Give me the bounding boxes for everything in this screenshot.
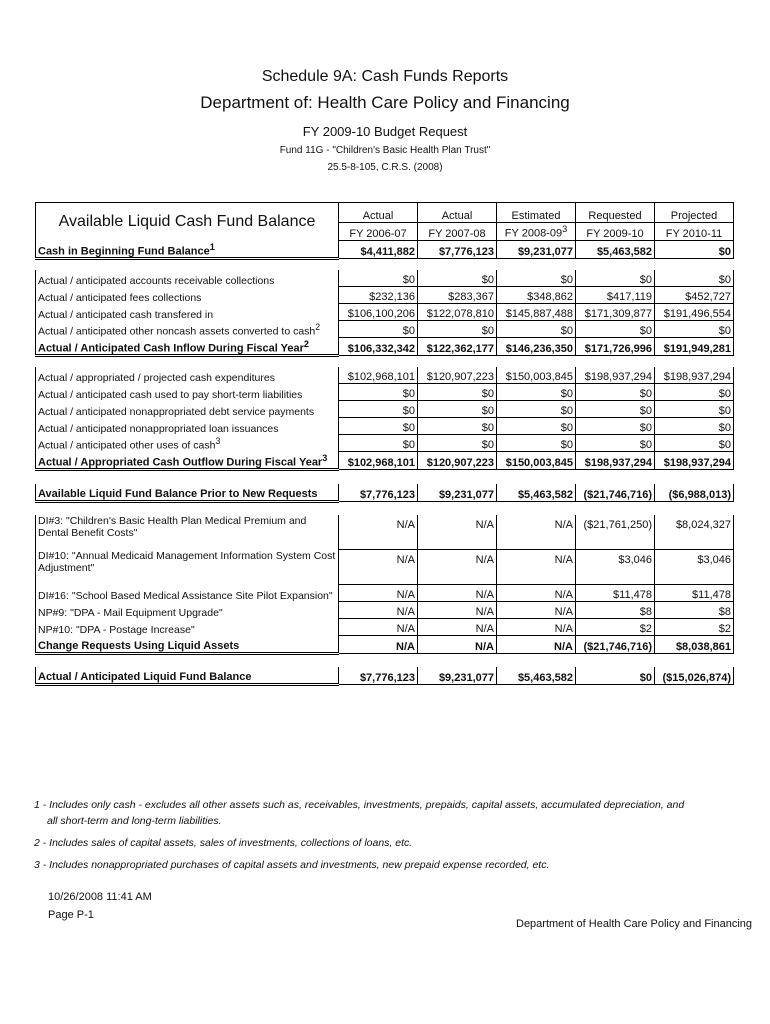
- cell-value: $0: [418, 384, 497, 401]
- spacer: [36, 259, 734, 271]
- spacer: [36, 653, 734, 667]
- cell-value: N/A: [339, 515, 418, 550]
- cell-value: ($21,746,716): [576, 484, 655, 502]
- cell-value: N/A: [418, 602, 497, 619]
- column-type: Actual: [418, 203, 497, 223]
- cell-value: $0: [418, 435, 497, 452]
- cell-value: $3,046: [576, 550, 655, 585]
- cell-value: $198,937,294: [655, 367, 734, 384]
- cell-value: N/A: [418, 636, 497, 654]
- cell-value: N/A: [418, 515, 497, 550]
- row-label: Actual / anticipated nonappropriated debt service payments: [36, 401, 339, 418]
- footnote-1-continued: all short-term and long-term liabilities.: [47, 815, 222, 827]
- fund-name: Fund 11G - "Children's Basic Health Plan Trust": [279, 145, 491, 156]
- row-label: Actual / anticipated cash used to pay short-term liabilities: [36, 384, 339, 401]
- table-title: Available Liquid Cash Fund Balance: [36, 203, 339, 241]
- table-row: [36, 418, 734, 435]
- cell-value: $0: [576, 270, 655, 287]
- table-row: [36, 241, 734, 259]
- cell-value: $8,038,861: [655, 636, 734, 654]
- cell-value: $0: [655, 435, 734, 452]
- cell-value: $0: [576, 401, 655, 418]
- cell-value: $0: [418, 418, 497, 435]
- cell-value: $7,776,123: [339, 667, 418, 685]
- cell-value: ($6,988,013): [655, 484, 734, 502]
- cell-value: N/A: [497, 585, 576, 602]
- table-row: [36, 384, 734, 401]
- spacer: [36, 501, 734, 515]
- row-label: Actual / anticipated fees collections: [36, 287, 339, 304]
- cell-value: $0: [655, 321, 734, 338]
- cell-value: $146,236,350: [497, 338, 576, 356]
- row-label: DI#10: "Annual Medicaid Management Information System Cost Adjustment": [36, 550, 339, 585]
- cell-value: $171,726,996: [576, 338, 655, 356]
- cell-value: $7,776,123: [339, 484, 418, 502]
- row-label: DI#3: "Children's Basic Health Plan Medical Premium and Dental Benefit Costs": [36, 515, 339, 550]
- cell-value: $106,332,342: [339, 338, 418, 356]
- table-row: [36, 304, 734, 321]
- cell-value: $0: [497, 321, 576, 338]
- cell-value: $171,309,877: [576, 304, 655, 321]
- row-label: Change Requests Using Liquid Assets: [36, 636, 339, 654]
- column-type: Requested: [576, 203, 655, 223]
- cell-value: $0: [339, 270, 418, 287]
- cell-value: $283,367: [418, 287, 497, 304]
- cell-value: $4,411,882: [339, 241, 418, 259]
- cell-value: $2: [655, 619, 734, 636]
- row-label: Available Liquid Fund Balance Prior to New Requests: [36, 484, 339, 502]
- cell-value: $122,362,177: [418, 338, 497, 356]
- spacer: [36, 470, 734, 484]
- cell-value: $102,968,101: [339, 367, 418, 384]
- cell-value: N/A: [497, 636, 576, 654]
- footnote-2: 2 - Includes sales of capital assets, sales of investments, collections of loans, etc.: [34, 837, 413, 849]
- column-year: FY 2009-10: [576, 223, 655, 241]
- cell-value: $198,937,294: [576, 367, 655, 384]
- cell-value: N/A: [497, 550, 576, 585]
- cell-value: $0: [418, 401, 497, 418]
- column-type: Estimated: [497, 203, 576, 223]
- row-label: Actual / anticipated cash transfered in: [36, 304, 339, 321]
- cell-value: $120,907,223: [418, 367, 497, 384]
- column-year: FY 2006-07: [339, 223, 418, 241]
- row-label: Actual / Anticipated Cash Inflow During Fiscal Year$^2$: [36, 338, 339, 356]
- row-label: NP#9: "DPA - Mail Equipment Upgrade": [36, 602, 339, 619]
- cell-value: $0: [339, 418, 418, 435]
- row-label: Actual / Appropriated Cash Outflow During Fiscal Year$^3$: [36, 452, 339, 470]
- column-type: Projected: [655, 203, 734, 223]
- cell-value: N/A: [418, 619, 497, 636]
- cell-value: $0: [655, 401, 734, 418]
- cell-value: N/A: [497, 602, 576, 619]
- table-row: [36, 338, 734, 356]
- table-row: [36, 401, 734, 418]
- cell-value: $11,478: [655, 585, 734, 602]
- cell-value: $102,968,101: [339, 452, 418, 470]
- cell-value: $191,496,554: [655, 304, 734, 321]
- cell-value: $0: [339, 384, 418, 401]
- table-row: [36, 367, 734, 384]
- cell-value: $0: [655, 418, 734, 435]
- row-label: Actual / anticipated other noncash assets converted to cash$^2$: [36, 321, 339, 338]
- cell-value: $8: [655, 602, 734, 619]
- cell-value: $0: [576, 384, 655, 401]
- row-label: NP#10: "DPA - Postage Increase": [36, 619, 339, 636]
- department-title: Department of: Health Care Policy and Financing: [200, 93, 570, 112]
- cell-value: $5,463,582: [497, 667, 576, 685]
- cell-value: $0: [655, 384, 734, 401]
- cell-value: $0: [339, 401, 418, 418]
- table-row: [36, 484, 734, 502]
- cell-value: $0: [655, 270, 734, 287]
- table-row: [36, 515, 734, 550]
- cell-value: ($21,746,716): [576, 636, 655, 654]
- cell-value: $0: [576, 667, 655, 685]
- cell-value: $106,100,206: [339, 304, 418, 321]
- table-row: [36, 435, 734, 452]
- cell-value: $0: [576, 418, 655, 435]
- cell-value: N/A: [339, 550, 418, 585]
- print-timestamp: 10/26/2008 11:41 AM: [48, 891, 152, 903]
- cell-value: $9,231,077: [418, 484, 497, 502]
- footnote-3: 3 - Includes nonappropriated purchases of capital assets and investments, new prepaid expense recorded, etc.: [34, 859, 550, 871]
- cell-value: $198,937,294: [576, 452, 655, 470]
- spacer: [36, 356, 734, 368]
- cell-value: N/A: [418, 550, 497, 585]
- cell-value: $8,024,327: [655, 515, 734, 550]
- cell-value: $348,862: [497, 287, 576, 304]
- cell-value: N/A: [339, 619, 418, 636]
- statute-reference: 25.5-8-105, C.R.S. (2008): [327, 162, 443, 173]
- cell-value: N/A: [497, 619, 576, 636]
- cell-value: $9,231,077: [497, 241, 576, 259]
- cell-value: $120,907,223: [418, 452, 497, 470]
- cell-value: N/A: [339, 602, 418, 619]
- footer-department: Department of Health Care Policy and Financing: [516, 918, 753, 930]
- row-label: Actual / appropriated / projected cash expenditures: [36, 367, 339, 384]
- cell-value: $0: [418, 270, 497, 287]
- table-row: [36, 619, 734, 636]
- table-row: [36, 452, 734, 470]
- cell-value: $452,727: [655, 287, 734, 304]
- table-row: [36, 602, 734, 619]
- cell-value: $0: [339, 321, 418, 338]
- budget-request-title: FY 2009-10 Budget Request: [302, 124, 468, 139]
- cell-value: $198,937,294: [655, 452, 734, 470]
- cell-value: $0: [497, 435, 576, 452]
- cell-value: $150,003,845: [497, 367, 576, 384]
- schedule-title: Schedule 9A: Cash Funds Reports: [261, 68, 509, 85]
- row-label: Actual / Anticipated Liquid Fund Balance: [36, 667, 339, 685]
- row-label: Actual / anticipated accounts receivable collections: [36, 270, 339, 287]
- column-year: FY $2008-09^3$: [497, 223, 576, 241]
- row-label: Cash in Beginning Fund Balance$^1$: [36, 241, 339, 259]
- cell-value: $0: [497, 401, 576, 418]
- cell-value: $0: [497, 384, 576, 401]
- cell-value: $191,949,281: [655, 338, 734, 356]
- cell-value: $5,463,582: [576, 241, 655, 259]
- table-row: [36, 550, 734, 585]
- footnote-1: 1 - Includes only cash - excludes all other assets such as, receivables, investments, prepaids, capital assets, accumulated depreciation, and: [34, 799, 685, 811]
- column-year: FY 2010-11: [655, 223, 734, 241]
- cell-value: $9,231,077: [418, 667, 497, 685]
- column-type: Actual: [339, 203, 418, 223]
- cell-value: N/A: [339, 636, 418, 654]
- cell-value: N/A: [339, 585, 418, 602]
- cell-value: $8: [576, 602, 655, 619]
- cash-fund-table: [35, 202, 734, 686]
- table-row: [36, 667, 734, 685]
- row-label: Actual / anticipated other uses of cash$^3$: [36, 435, 339, 452]
- table-row: [36, 636, 734, 654]
- cell-value: $0: [576, 321, 655, 338]
- cell-value: $0: [497, 418, 576, 435]
- cell-value: $7,776,123: [418, 241, 497, 259]
- cell-value: ($15,026,874): [655, 667, 734, 685]
- cell-value: $11,478: [576, 585, 655, 602]
- cell-value: $150,003,845: [497, 452, 576, 470]
- cell-value: $232,136: [339, 287, 418, 304]
- row-label: Actual / anticipated nonappropriated loan issuances: [36, 418, 339, 435]
- cell-value: $0: [655, 241, 734, 259]
- table-row: [36, 585, 734, 602]
- cell-value: $0: [497, 270, 576, 287]
- cell-value: $5,463,582: [497, 484, 576, 502]
- cell-value: $3,046: [655, 550, 734, 585]
- table-row: [36, 270, 734, 287]
- column-year: FY 2007-08: [418, 223, 497, 241]
- cell-value: ($21,761,250): [576, 515, 655, 550]
- cell-value: N/A: [497, 515, 576, 550]
- table-row: [36, 321, 734, 338]
- table-row: [36, 287, 734, 304]
- cell-value: $145,887,488: [497, 304, 576, 321]
- page-number: Page P-1: [48, 909, 94, 921]
- cell-value: $0: [418, 321, 497, 338]
- cell-value: $417,119: [576, 287, 655, 304]
- cell-value: N/A: [418, 585, 497, 602]
- cell-value: $2: [576, 619, 655, 636]
- cell-value: $0: [339, 435, 418, 452]
- cell-value: $0: [576, 435, 655, 452]
- cell-value: $122,078,810: [418, 304, 497, 321]
- row-label: DI#16: "School Based Medical Assistance Site Pilot Expansion": [36, 585, 339, 602]
